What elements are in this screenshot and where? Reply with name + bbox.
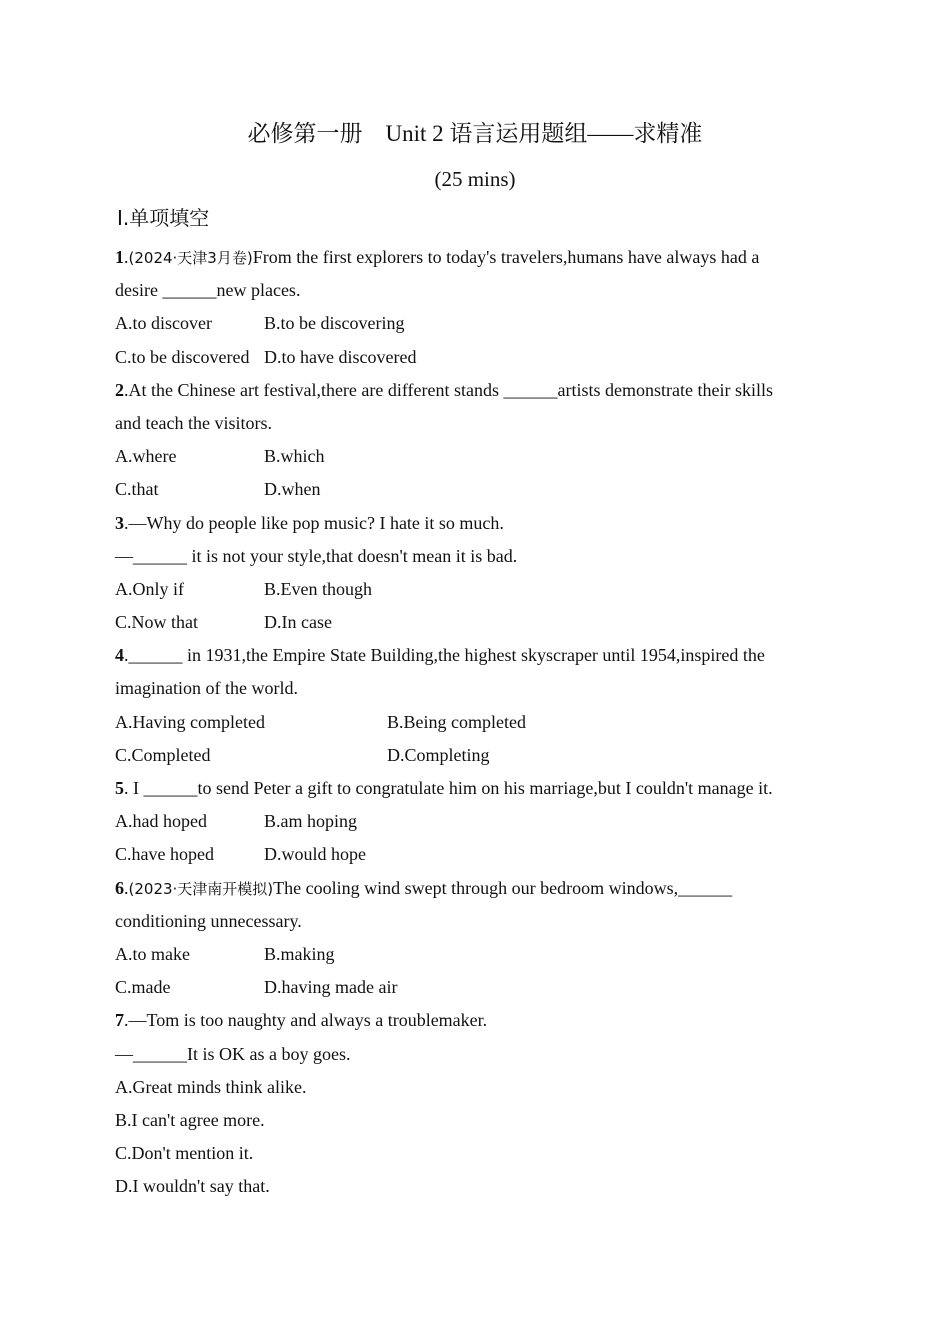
option-b: B.I can't agree more. xyxy=(115,1109,265,1130)
option-c: C.that xyxy=(115,479,159,500)
option-d: D.I wouldn't say that. xyxy=(115,1176,270,1197)
option-a: A.Having completed xyxy=(115,711,265,732)
option-b: B.making xyxy=(264,943,335,964)
option-c: C.Don't mention it. xyxy=(115,1143,254,1164)
option-d: D.to have discovered xyxy=(264,346,417,367)
question-text-continued: conditioning unnecessary. xyxy=(115,910,302,931)
question-4-options-row-2 xyxy=(115,739,835,772)
question-7-stem xyxy=(115,1004,835,1037)
question-text-continued: —______ it is not your style,that doesn't mean it is bad. xyxy=(115,545,518,566)
question-list xyxy=(115,241,835,1203)
question-6-options-row-1 xyxy=(115,938,835,971)
question-2-options-row-2 xyxy=(115,473,835,506)
option-a: A.Great minds think alike. xyxy=(115,1076,307,1097)
page-duration: (25 mins) xyxy=(434,167,516,191)
option-c: C.Completed xyxy=(115,744,211,765)
option-b: B.Even though xyxy=(264,578,372,599)
option-d: D.would hope xyxy=(264,844,366,865)
question-text-continued: and teach the visitors. xyxy=(115,412,272,433)
question-source: (2024·天津3月卷) xyxy=(128,249,253,267)
question-3-stem xyxy=(115,507,835,540)
question-number: 7 xyxy=(115,1010,124,1031)
question-5-options-row-2 xyxy=(115,838,835,871)
option-a: A.to make xyxy=(115,943,190,964)
question-4-options-row-1 xyxy=(115,706,835,739)
question-text: . I ______to send Peter a gift to congratulate him on his marriage,but I couldn't manage it. xyxy=(124,778,773,798)
option-c: C.to be discovered xyxy=(115,346,250,367)
question-number: 5 xyxy=(115,778,124,798)
option-c: C.made xyxy=(115,977,171,998)
option-a: A.where xyxy=(115,446,177,467)
option-c: C.have hoped xyxy=(115,844,214,865)
question-1-options-row-1 xyxy=(115,307,835,340)
option-b: B.am hoping xyxy=(264,811,357,832)
option-d: D.In case xyxy=(264,612,332,633)
question-4-stem xyxy=(115,639,835,672)
question-1-options-row-2 xyxy=(115,341,835,374)
question-text-continued: —______It is OK as a boy goes. xyxy=(115,1043,351,1064)
question-2-stem xyxy=(115,374,835,407)
question-text: .—Tom is too naughty and always a troublemaker. xyxy=(124,1010,488,1031)
question-number: 2 xyxy=(115,379,124,400)
question-number: 4 xyxy=(115,645,124,666)
option-a: A.Only if xyxy=(115,578,184,599)
question-6-options-row-2 xyxy=(115,971,835,1004)
page-title: 必修第一册 Unit 2 语言运用题组——求精准 xyxy=(247,121,703,146)
question-text: .—Why do people like pop music? I hate it so much. xyxy=(124,512,504,533)
question-text: From the first explorers to today's travelers,humans have always had a xyxy=(252,247,760,267)
question-number: 1 xyxy=(115,247,124,267)
question-3-options-row-2 xyxy=(115,606,835,639)
question-3-options-row-1 xyxy=(115,573,835,606)
question-number: 6 xyxy=(115,877,124,898)
option-b: B.to be discovering xyxy=(264,313,405,334)
question-number: 3 xyxy=(115,512,124,533)
option-d: D.Completing xyxy=(387,744,490,765)
option-a: A.to discover xyxy=(115,313,212,334)
question-5-stem xyxy=(115,772,835,805)
question-text: The cooling wind swept through our bedroom windows,______ xyxy=(273,877,733,898)
question-text-continued: desire ______new places. xyxy=(115,280,301,301)
section-heading: Ⅰ.单项填空 xyxy=(117,206,210,230)
question-text: .At the Chinese art festival,there are different stands ______artists demonstrate their skills xyxy=(124,379,773,400)
question-source: (2023·天津南开模拟) xyxy=(128,879,274,898)
option-d: D.when xyxy=(264,479,321,500)
question-2-options-row-1 xyxy=(115,440,835,473)
question-text: .______ in 1931,the Empire State Building,the highest skyscraper until 1954,inspired the xyxy=(124,645,765,666)
option-a: A.had hoped xyxy=(115,811,207,832)
option-b: B.which xyxy=(264,446,325,467)
question-1-stem: 1.(2024·天津3月卷)From the first explorers to today's travelers,humans have always had a xyxy=(115,247,760,267)
option-d: D.having made air xyxy=(264,977,398,998)
question-6-stem: 6.(2023·天津南开模拟)The cooling wind swept through our bedroom windows,______ xyxy=(115,877,733,898)
question-text-continued: imagination of the world. xyxy=(115,678,298,699)
option-b: B.Being completed xyxy=(387,711,526,732)
question-5-options-row-1 xyxy=(115,805,835,838)
option-c: C.Now that xyxy=(115,612,198,633)
